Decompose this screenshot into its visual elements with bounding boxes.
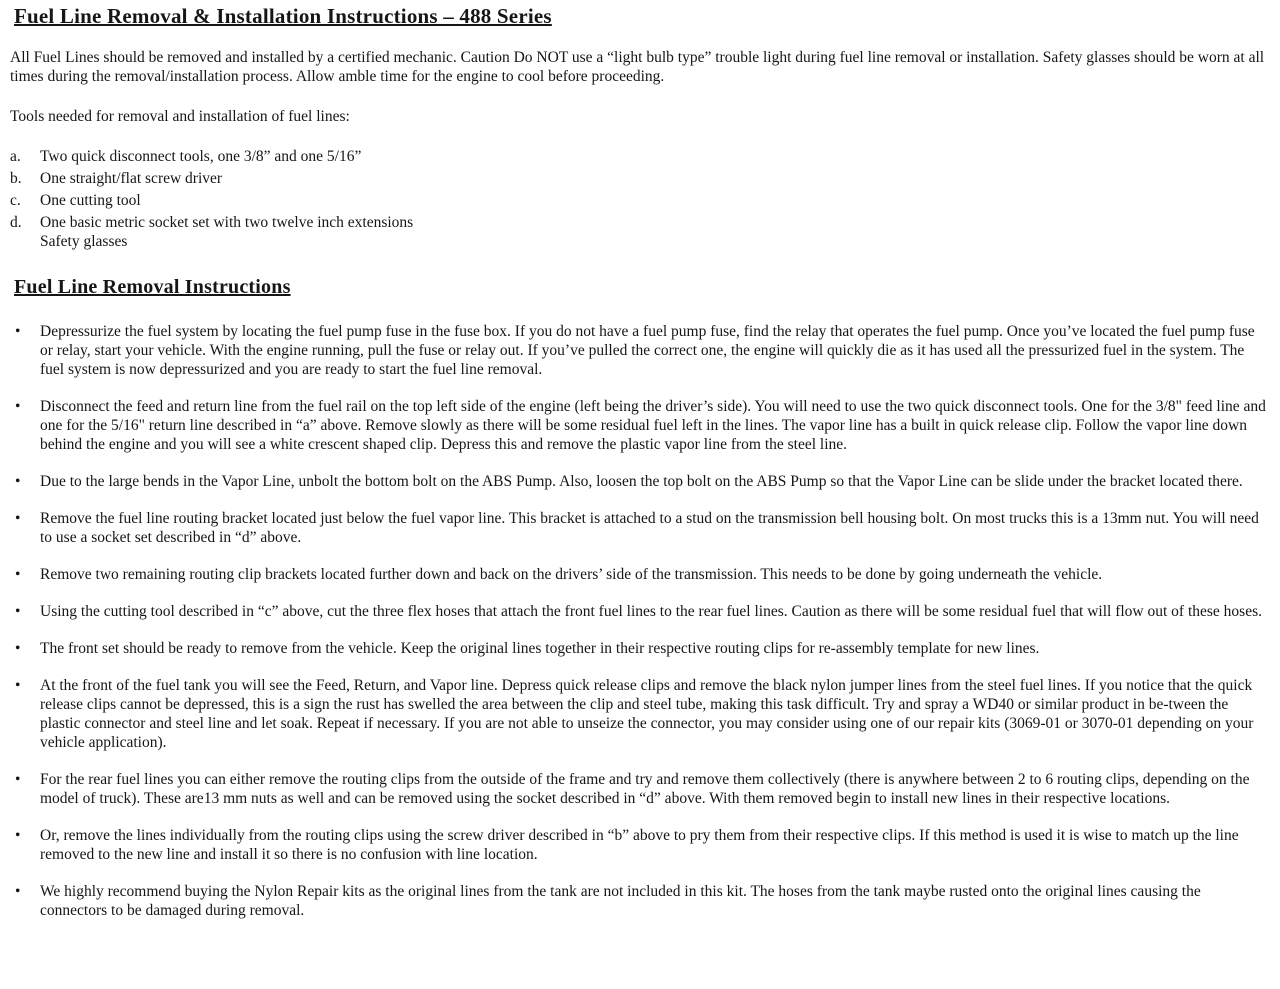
bullet-icon: • — [15, 510, 21, 527]
step-text: The front set should be ready to remove from the vehicle. Keep the original lines together in their respective routing clips for re-assembly template for new lines. — [40, 640, 1040, 657]
tool-marker: a. — [10, 148, 21, 165]
steps-list — [10, 322, 1266, 920]
bullet-icon: • — [15, 883, 21, 900]
bullet-icon: • — [15, 677, 21, 694]
step-item — [10, 826, 1266, 864]
step-text: At the front of the fuel tank you will see the Feed, Return, and Vapor line. Depress quick release clips and remove the black nylon jumper lines from the steel fuel lines. If you notice that the quick release clips cannot be depressed, this is a sign the rust has swelled the area between the clip and steel tube, making this task difficult. Try and spray a WD40 or similar product in be-tween the plastic connector and steel line and let soak. Repeat if necessary. If you are not able to unseize the connector, you may consider using one of our repair kits (3069-01 or 3070-01 depending on your vehicle application). — [40, 677, 1254, 751]
step-item — [10, 472, 1266, 491]
step-item — [10, 882, 1266, 920]
tools-list — [10, 147, 1266, 251]
step-text: Disconnect the feed and return line from the fuel rail on the top left side of the engine (left being the driver’s side). You will need to use the two quick disconnect tools. One for the 3/8" feed line and one for the 5/16" return line described in “a” above. Remove slowly as there will be some residual fuel left in the lines. The vapor line has a built in quick release clip. Follow the vapor line down behind the engine and you will see a white crescent shaped clip. Depress this and remove the plastic vapor line from the steel line. — [40, 398, 1266, 453]
bullet-icon: • — [15, 398, 21, 415]
tool-item — [10, 213, 1266, 251]
bullet-icon: • — [15, 566, 21, 583]
step-text: Remove two remaining routing clip brackets located further down and back on the drivers’ side of the transmission. This needs to be done by going underneath the vehicle. — [40, 566, 1103, 583]
bullet-icon: • — [15, 771, 21, 788]
step-text: For the rear fuel lines you can either remove the routing clips from the outside of the frame and try and remove them collectively (there is anywhere between 2 to 6 routing clips, depending on the model of truck). These are13 mm nuts as well and can be removed using the socket described in “d” above. With them removed begin to install new lines in their respective locations. — [40, 771, 1250, 807]
tool-marker: b. — [10, 170, 22, 187]
bullet-icon: • — [15, 473, 21, 490]
document-title: Fuel Line Removal & Installation Instructions – 488 Series — [14, 4, 552, 28]
tools-heading: Tools needed for removal and installation of fuel lines: — [10, 108, 350, 125]
tool-item — [10, 147, 1266, 166]
step-text: We highly recommend buying the Nylon Repair kits as the original lines from the tank are not included in this kit. The hoses from the tank maybe rusted onto the original lines causing the connectors to be damaged during removal. — [40, 883, 1201, 919]
tool-marker: d. — [10, 214, 22, 231]
step-item — [10, 509, 1266, 547]
step-item — [10, 770, 1266, 808]
step-item — [10, 676, 1266, 752]
step-item — [10, 322, 1266, 379]
tool-text: One straight/flat screw driver — [40, 170, 223, 187]
bullet-icon: • — [15, 827, 21, 844]
step-item — [10, 565, 1266, 584]
step-text: Remove the fuel line routing bracket located just below the fuel vapor line. This bracket is attached to a stud on the transmission bell housing bolt. On most trucks this is a 13mm nut. You will need to use a socket set described in “d” above. — [40, 510, 1259, 546]
step-item — [10, 602, 1266, 621]
bullet-icon: • — [15, 323, 21, 340]
step-text: Or, remove the lines individually from the routing clips using the screw driver described in “b” above to pry them from their respective clips. If this method is used it is wise to match up the line removed to the new line and install it so there is no confusion with line location. — [40, 827, 1239, 863]
step-item — [10, 639, 1266, 658]
bullet-icon: • — [15, 603, 21, 620]
step-text: Due to the large bends in the Vapor Line, unbolt the bottom bolt on the ABS Pump. Also, loosen the top bolt on the ABS Pump so that the Vapor Line can be slide under the bracket located there. — [40, 473, 1243, 490]
step-text: Depressurize the fuel system by locating the fuel pump fuse in the fuse box. If you do not have a fuel pump fuse, find the relay that operates the fuel pump. Once you’ve located the fuel pump fuse or relay, start your vehicle. With the engine running, pull the fuse or relay out. If you’ve pulled the correct one, the engine will quickly die as it has used all the pressurized fuel in the system. The fuel system is now depressurized and you are ready to start the fuel line removal. — [40, 323, 1255, 378]
tool-text: One basic metric socket set with two twelve inch extensions — [40, 214, 414, 231]
intro-paragraph: All Fuel Lines should be removed and installed by a certified mechanic. Caution Do NOT use a “light bulb type” trouble light during fuel line removal or installation. Safety glasses should be worn at all times during the removal/installation process. Allow amble time for the engine to cool before proceeding. — [10, 49, 1265, 85]
step-item — [10, 397, 1266, 454]
bullet-icon: • — [15, 640, 21, 657]
tool-continuation: Safety glasses — [40, 233, 128, 250]
tool-text: One cutting tool — [40, 192, 141, 209]
step-text: Using the cutting tool described in “c” above, cut the three flex hoses that attach the front fuel lines to the rear fuel lines. Caution as there will be some residual fuel that will flow out of these hoses. — [40, 603, 1262, 620]
tool-marker: c. — [10, 192, 21, 209]
section-heading: Fuel Line Removal Instructions — [14, 276, 291, 298]
tool-item — [10, 191, 1266, 210]
tool-text: Two quick disconnect tools, one 3/8” and one 5/16” — [40, 148, 362, 165]
tool-item — [10, 169, 1266, 188]
